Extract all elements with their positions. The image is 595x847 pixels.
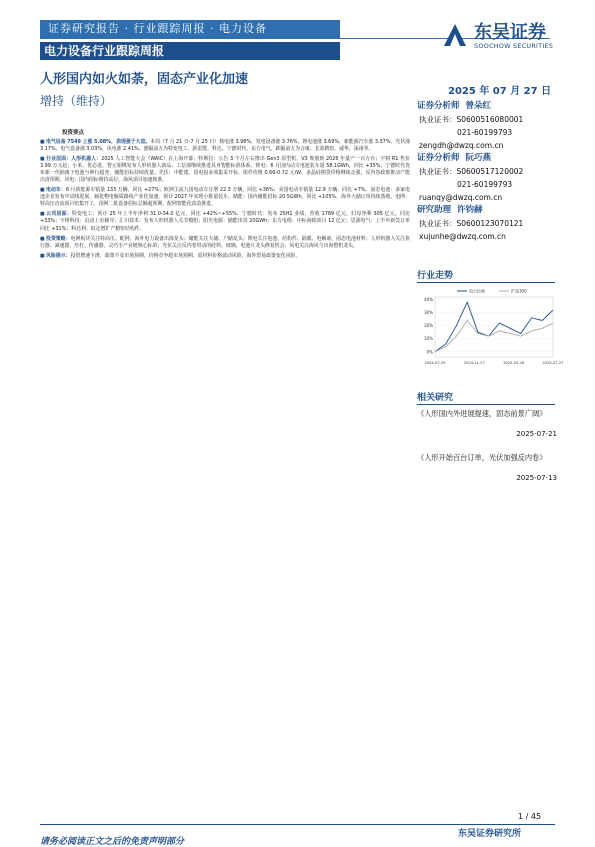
bullet-icon: ■	[40, 187, 45, 194]
paragraph-text: 投资增速下滑，政策不及市场预期，价格竞争超市场预期，原材料价格波动风险，海外贸易政策变化风险。	[70, 252, 301, 259]
paragraph-lead: 行业层面：人形机器人：	[46, 156, 102, 163]
paragraph	[40, 187, 410, 208]
analyst-phone: 021-60199793	[457, 128, 513, 137]
analyst-heading: 研究助理 许钧赫	[417, 205, 483, 215]
analyst-panel	[417, 100, 557, 243]
logo-english: SOOCHOW SECURITIES	[474, 42, 554, 50]
analyst-heading: 证券分析师 阮巧燕	[417, 153, 491, 163]
footer-org: 东吴证券研究所	[458, 829, 522, 839]
legend-label: 沪深300	[511, 288, 527, 294]
report-title: 人形国内如火如荼，固态产业化加速	[40, 72, 249, 87]
page-number: 1 / 45	[518, 812, 542, 821]
report-type: 电力设备行业跟踪周报	[40, 42, 340, 60]
y-tick-label: 40%	[424, 297, 433, 303]
paragraph-lead: 投资策略：	[46, 235, 71, 242]
related-item[interactable]: 《人形国内外进展提速，固态前景广阔》	[417, 409, 547, 418]
paragraph	[40, 253, 410, 260]
series-line-csi300	[435, 320, 553, 351]
related-item[interactable]: 《人形开始百台订单，光伏加强反内卷》	[417, 453, 547, 462]
bullet-icon: ■	[40, 235, 45, 242]
paragraph-text: 特变电工：预计 25 年上半年净利 31.0-34.0 亿元，同比 +42%~+55%；宁德时代：发布 25H1 业绩，营收 1789 亿元，归母净利 305 亿元，同比 +33%；宇树科技：启动上市辅导；汇川技术：发布人形机器人关节模组；阳光电源：储能出货 20GWh；东方电缆：中标海缆项目 12 亿元；思源电气：上半年新签订单同比 +31%；科达利：拟定增扩产精密结构件。	[40, 211, 410, 232]
analyst-email[interactable]: xujunhe@dwzq.com.cn	[419, 232, 506, 241]
paragraph-text: 2025 人工智能大会（WAIC）在上海开幕；特斯拉：公告 3 个月左右推出 Gen3 原型机，V3 规划到 2026 年量产一百万台；宇树 R1 售价 3.99 万元起；小米、优必选、智元相继发布人形机器人新品；工信部继续推进具身智能标准体系。锂电：6 月国内动力电池装车量 58.1GWh，同比 +35%；宁德时代发布新一代钠离子电池与神行超充，储能招标持续放量。光伏：中能建、国电投多项集采开标，组件价格 0.66-0.72 元/W，多晶硅期货价格继续走强，反内卷政策推动产能出清预期。风电：国内招标维持高位，海风项目加速核准。	[40, 156, 410, 184]
analyst-email[interactable]: zengdh@dwzq.com.cn	[419, 141, 504, 150]
bullet-icon: ■	[40, 156, 45, 163]
analyst-email[interactable]: ruanqy@dwzq.com.cn	[419, 193, 503, 202]
related-rule	[417, 404, 555, 405]
x-tick-label: 2024-07-29	[424, 361, 446, 365]
analyst-license: 执业证书：S0600123070121	[419, 219, 524, 228]
series-line-power-equipment	[435, 302, 553, 352]
analyst-phone: 021-60199793	[457, 180, 513, 189]
industry-trend-chart	[417, 285, 564, 370]
paragraph	[40, 236, 410, 250]
x-tick-label: 2025-03-28	[503, 361, 525, 365]
report-series-band: 证券研究报告 · 行业跟踪周报 · 电力设备	[40, 20, 340, 38]
paragraph	[40, 156, 410, 184]
paragraph-lead: 风险提示：	[46, 252, 71, 259]
related-title: 相关研究	[417, 393, 454, 403]
footer-rule	[40, 824, 555, 825]
paragraph-text: 电网板块关注特高压、配网、海外电力设备出海龙头；储能关注大储、户储龙头；锂电关注电池、结构件、隔膜、电解液、固态电池材料；人形机器人关注执行器、减速器、丝杠、传感器、灵巧手产业链核心标的；光伏关注反内卷带动的硅料、玻璃、电池片龙头修复机会；风电关注海风与出海整机龙头。	[40, 235, 410, 249]
related-date: 2025-07-21	[516, 430, 557, 438]
company-logo	[440, 16, 555, 60]
x-tick-label: 2025-07-27	[542, 361, 564, 365]
paragraph-lead: 电动车：	[46, 187, 66, 194]
related-date: 2025-07-13	[516, 474, 557, 482]
analyst-license: 执业证书：S0600516080001	[419, 115, 524, 124]
paragraph-lead: 电气设备 7549 上涨 5.08%，表现强于大盘。	[46, 139, 151, 145]
key-points-section	[40, 128, 410, 263]
y-tick-label: 10%	[424, 336, 433, 342]
bullet-icon: ■	[40, 139, 45, 145]
legend-label: 电力设备	[469, 288, 485, 294]
rating: 增持（维持）	[40, 94, 113, 108]
y-tick-label: 20%	[424, 323, 433, 329]
bullet-icon: ■	[40, 211, 45, 218]
y-tick-label: 0%	[426, 349, 433, 355]
trend-title: 行业走势	[417, 271, 454, 281]
report-date: 2025 年 07 月 27 日	[448, 86, 552, 97]
disclaimer: 请务必阅读正文之后的免责声明部分	[40, 837, 185, 847]
y-tick-label: 30%	[424, 310, 433, 316]
analyst-heading: 证券分析师 曾朵红	[417, 101, 491, 111]
logo-mark-icon	[440, 20, 470, 50]
paragraph-text: 本周（7 月 21 日-7 月 25 日）核电涨 3.98%，发电设备涨 3.76%，锂电池涨 3.69%，新能源汽车涨 3.37%，光伏涨 3.17%，电气设备涨 3.03%，风电涨 2.41%。涨幅前五为特变电工、新雷能、科达、宁德时代、东方电气，跌幅前五为合康、长盈精密、威华、深南等。	[40, 139, 410, 153]
analyst-license: 执业证书：S0600517120002	[419, 167, 524, 176]
paragraph	[40, 139, 410, 153]
key-points-label: 投资要点	[62, 130, 85, 136]
paragraph-text: 6 月新能源车销量 133 万辆，同比 +27%；欧洲主流九国电动车注册 22.3 万辆，同比 +36%；美国电动车销量 12.9 万辆，同比 +7%。固态电池：多家电池企业发布中试线进展，硫化物电解质路线产业化加速，预计 2027 年实现小批量装车。储能：国内储能招标 20.5GWh，同比 +105%，海外大储订单持续落地。电网：特高压直流项目密集开工，国网二批设备招标总额超预期，配网智能化改造推进。	[40, 187, 410, 208]
trend-rule	[417, 282, 555, 283]
bullet-icon: ■	[40, 252, 45, 259]
paragraph-lead: 公司层面：	[46, 211, 72, 218]
x-tick-label: 2024-11-27	[463, 361, 485, 365]
logo-name: 东吴证券	[474, 22, 546, 43]
related-list	[417, 406, 557, 482]
plot-frame	[435, 297, 553, 357]
paragraph	[40, 211, 410, 232]
